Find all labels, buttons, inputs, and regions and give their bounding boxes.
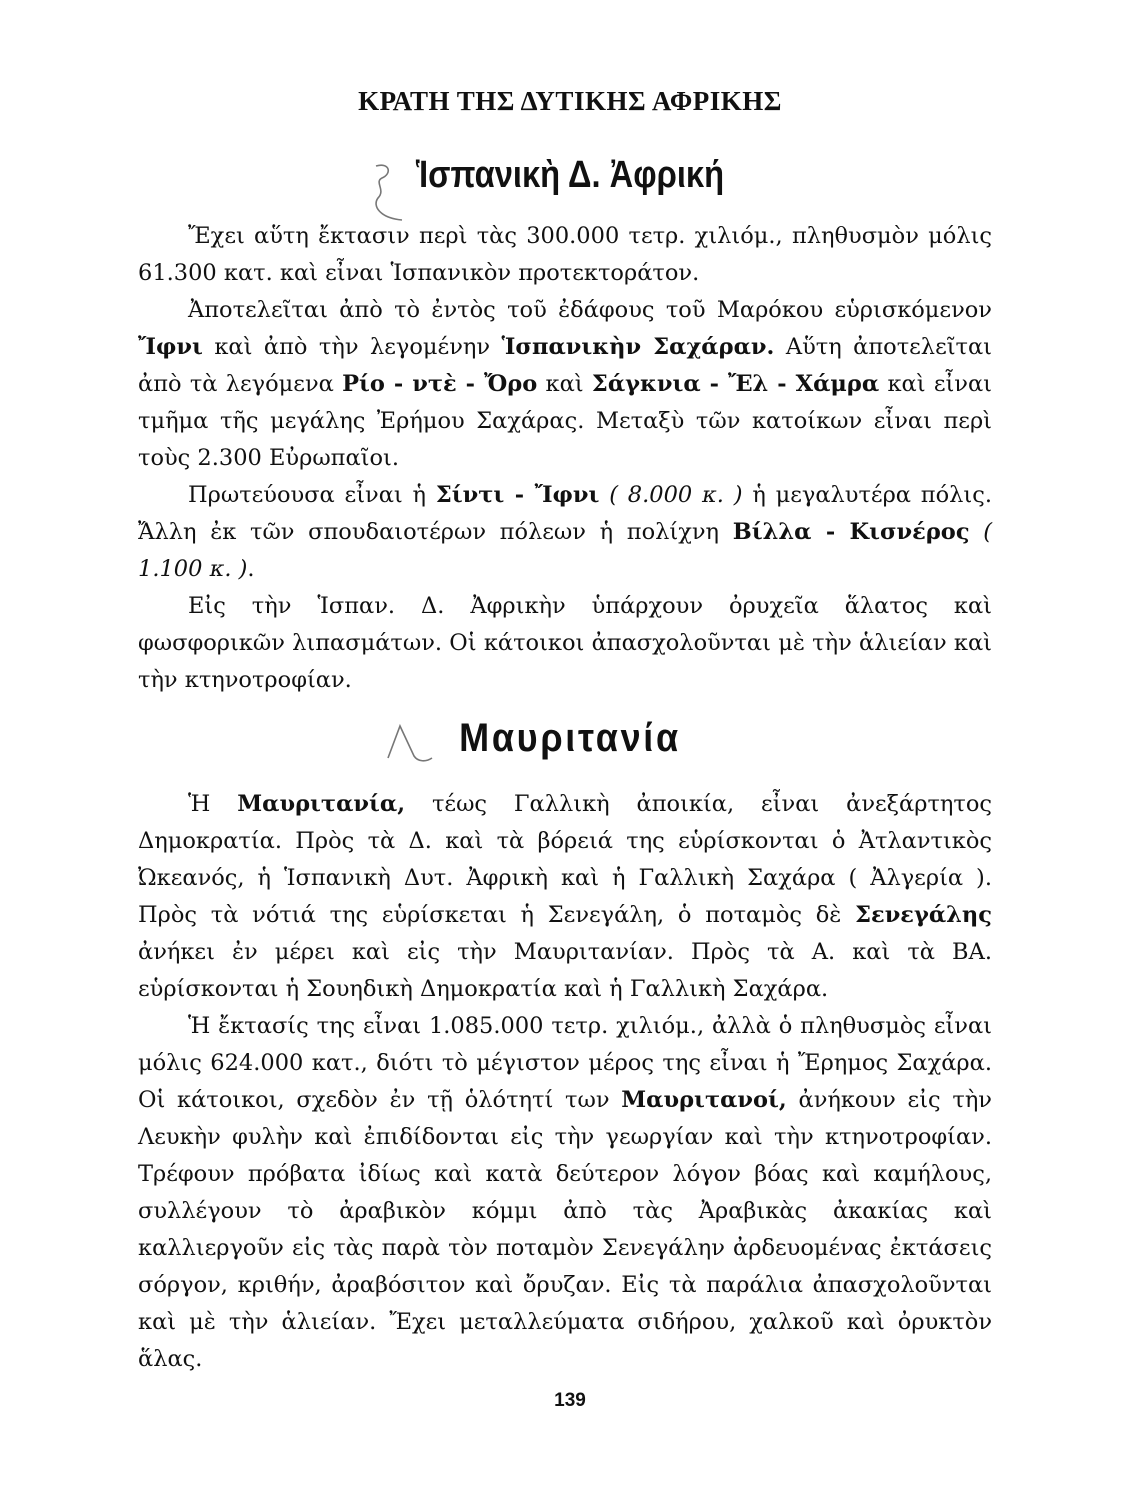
paragraph	[138, 1008, 992, 1378]
place-rio-de-oro: Ρίο - ντὲ - Ὄρο	[342, 371, 538, 397]
place-villa-cisneros: Βίλλα - Κισνέρος	[732, 519, 970, 545]
text-run: .	[247, 556, 255, 582]
place-sidi-ifni: Σίντι - Ἴφνι	[435, 482, 600, 508]
text-run: ἡ μεγαλυτέρα πόλις. Ἄλλη ἐκ τῶν σπουδαιοτέρων πόλεων ἡ πολίχνη	[138, 482, 992, 545]
text-run: ἀνήκει ἐν μέρει καὶ εἰς τὴν Μαυριτανίαν. Πρὸς τὰ Α. καὶ τὰ ΒΑ. εὑρίσκονται ἡ Σουηδικὴ Δημοκρατία καὶ ἡ Γαλλικὴ Σαχάρα.	[138, 939, 992, 1002]
text-run: Ἡ ἔκτασίς της εἶναι 1.085.000 τετρ. χιλιόμ., ἀλλὰ ὁ πληθυσμὸς εἶναι μόλις 624.000 κατ., διότι τὸ μέγιστον μέρος της εἶναι ἡ Ἔρημος Σαχάρα. Οἱ κάτοικοι, σχεδὸν ἐν τῇ ὁλότητί των	[138, 1013, 992, 1113]
text-run: καὶ	[537, 371, 592, 397]
paragraph	[138, 292, 992, 477]
text-run: Πρωτεύουσα εἶναι ἡ	[188, 482, 436, 508]
page-number: 139	[554, 1390, 586, 1411]
population-note: ( 1.100 κ. )	[138, 519, 992, 582]
section-body-mauritania	[138, 786, 992, 1378]
text-run: καὶ ἀπὸ τὴν λεγομένην	[202, 334, 502, 360]
text-run: τέως Γαλλικὴ ἀποικία, εἶναι ἀνεξάρτητος Δημοκρατία. Πρὸς τὰ Δ. καὶ τὰ βόρειά της εὑρίσκονται ὁ Ἀτλαντικὸς Ὠκεανός, ἡ Ἱσπανικὴ Δυτ. Ἀφρικὴ καὶ ἡ Γαλλικὴ Σαχάρα ( Ἀλγερία ). Πρὸς τὰ νότιά της εὑρίσκεται ἡ Σενεγάλη, ὁ ποταμὸς δὲ	[138, 791, 992, 928]
paragraph: Ἔχει αὕτη ἔκτασιν περὶ τὰς 300.000 τετρ. χιλιόμ., πληθυσμὸν μόλις 61.300 κατ. καὶ εἶναι Ἱσπανικὸν προτεκτοράτον.	[138, 223, 992, 286]
place-spanish-sahara: Ἱσπανικὴν Σαχάραν.	[501, 334, 775, 360]
place-sakia-el-hamra: Σάγκνια - Ἔλ - Χάμρα	[591, 371, 880, 397]
text-run: καὶ εἶναι τμῆμα τῆς μεγάλης Ἐρήμου Σαχάρας. Μεταξὺ τῶν κατοίκων εἶναι περὶ τοὺς 2.300 Εὐρωπαῖοι.	[138, 371, 993, 471]
text-run: Ἀποτελεῖται ἀπὸ τὸ ἐντὸς τοῦ ἐδάφους τοῦ Μαρόκου εὑρισκόμενον	[188, 297, 992, 323]
paragraph	[138, 786, 992, 1008]
paragraph: Εἰς τὴν Ἱσπαν. Δ. Ἀφρικὴν ὑπάρχουν ὀρυχεῖα ἅλατος καὶ φωσφορικῶν λιπασμάτων. Οἱ κάτοικοι ἀπασχολοῦνται μὲ τὴν ἁλιείαν καὶ τὴν κτηνοτροφίαν.	[138, 593, 992, 693]
page-header: ΚΡΑΤΗ ΤΗΣ ΔΥΤΙΚΗΣ ΑΦΡΙΚΗΣ	[358, 86, 782, 116]
text-run: Αὕτη ἀποτελεῖται ἀπὸ τὰ λεγόμενα	[138, 334, 993, 397]
term-senegal-river: Σενεγάλης	[855, 902, 992, 928]
term-mauritanians: Μαυριτανοί,	[621, 1087, 787, 1113]
text-run: Ἡ	[188, 791, 238, 817]
text-run: ἀνήκουν εἰς τὴν Λευκὴν φυλὴν καὶ ἐπιδίδονται εἰς τὴν γεωργίαν καὶ τὴν κτηνοτροφίαν. Τρέφουν πρόβατα ἰδίως καὶ κατὰ δεύτερον λόγον βόας καὶ καμήλους, συλλέγουν τὸ ἀραβικὸν κόμμι ἀπὸ τὰς Ἀραβικὰς ἀκακίας καὶ καλλιεργοῦν εἰς τὰς παρὰ τὸν ποταμὸν Σενεγάλην ἀρδευομένας ἐκτάσεις σόργον, κριθήν, ἀραβόσιτον καὶ ὄρυζαν. Εἰς τὰ παράλια ἀπασχολοῦνται καὶ μὲ τὴν ἁλιείαν. Ἔχει μεταλλεύματα σιδήρου, χαλκοῦ καὶ ὀρυκτὸν ἅλας.	[138, 1087, 992, 1372]
paragraph	[138, 477, 992, 588]
place-ifni: Ἴφνι	[138, 334, 203, 360]
term-mauritania: Μαυριτανία,	[237, 791, 406, 817]
section-body-spanish-west-africa	[138, 218, 992, 699]
section-title-spanish-west-africa: Ἱσπανικὴ Δ. Ἀφρική	[415, 154, 725, 196]
population-note: ( 8.000 κ. )	[609, 482, 743, 508]
section-title-mauritania: Μαυριτανία	[459, 716, 681, 760]
